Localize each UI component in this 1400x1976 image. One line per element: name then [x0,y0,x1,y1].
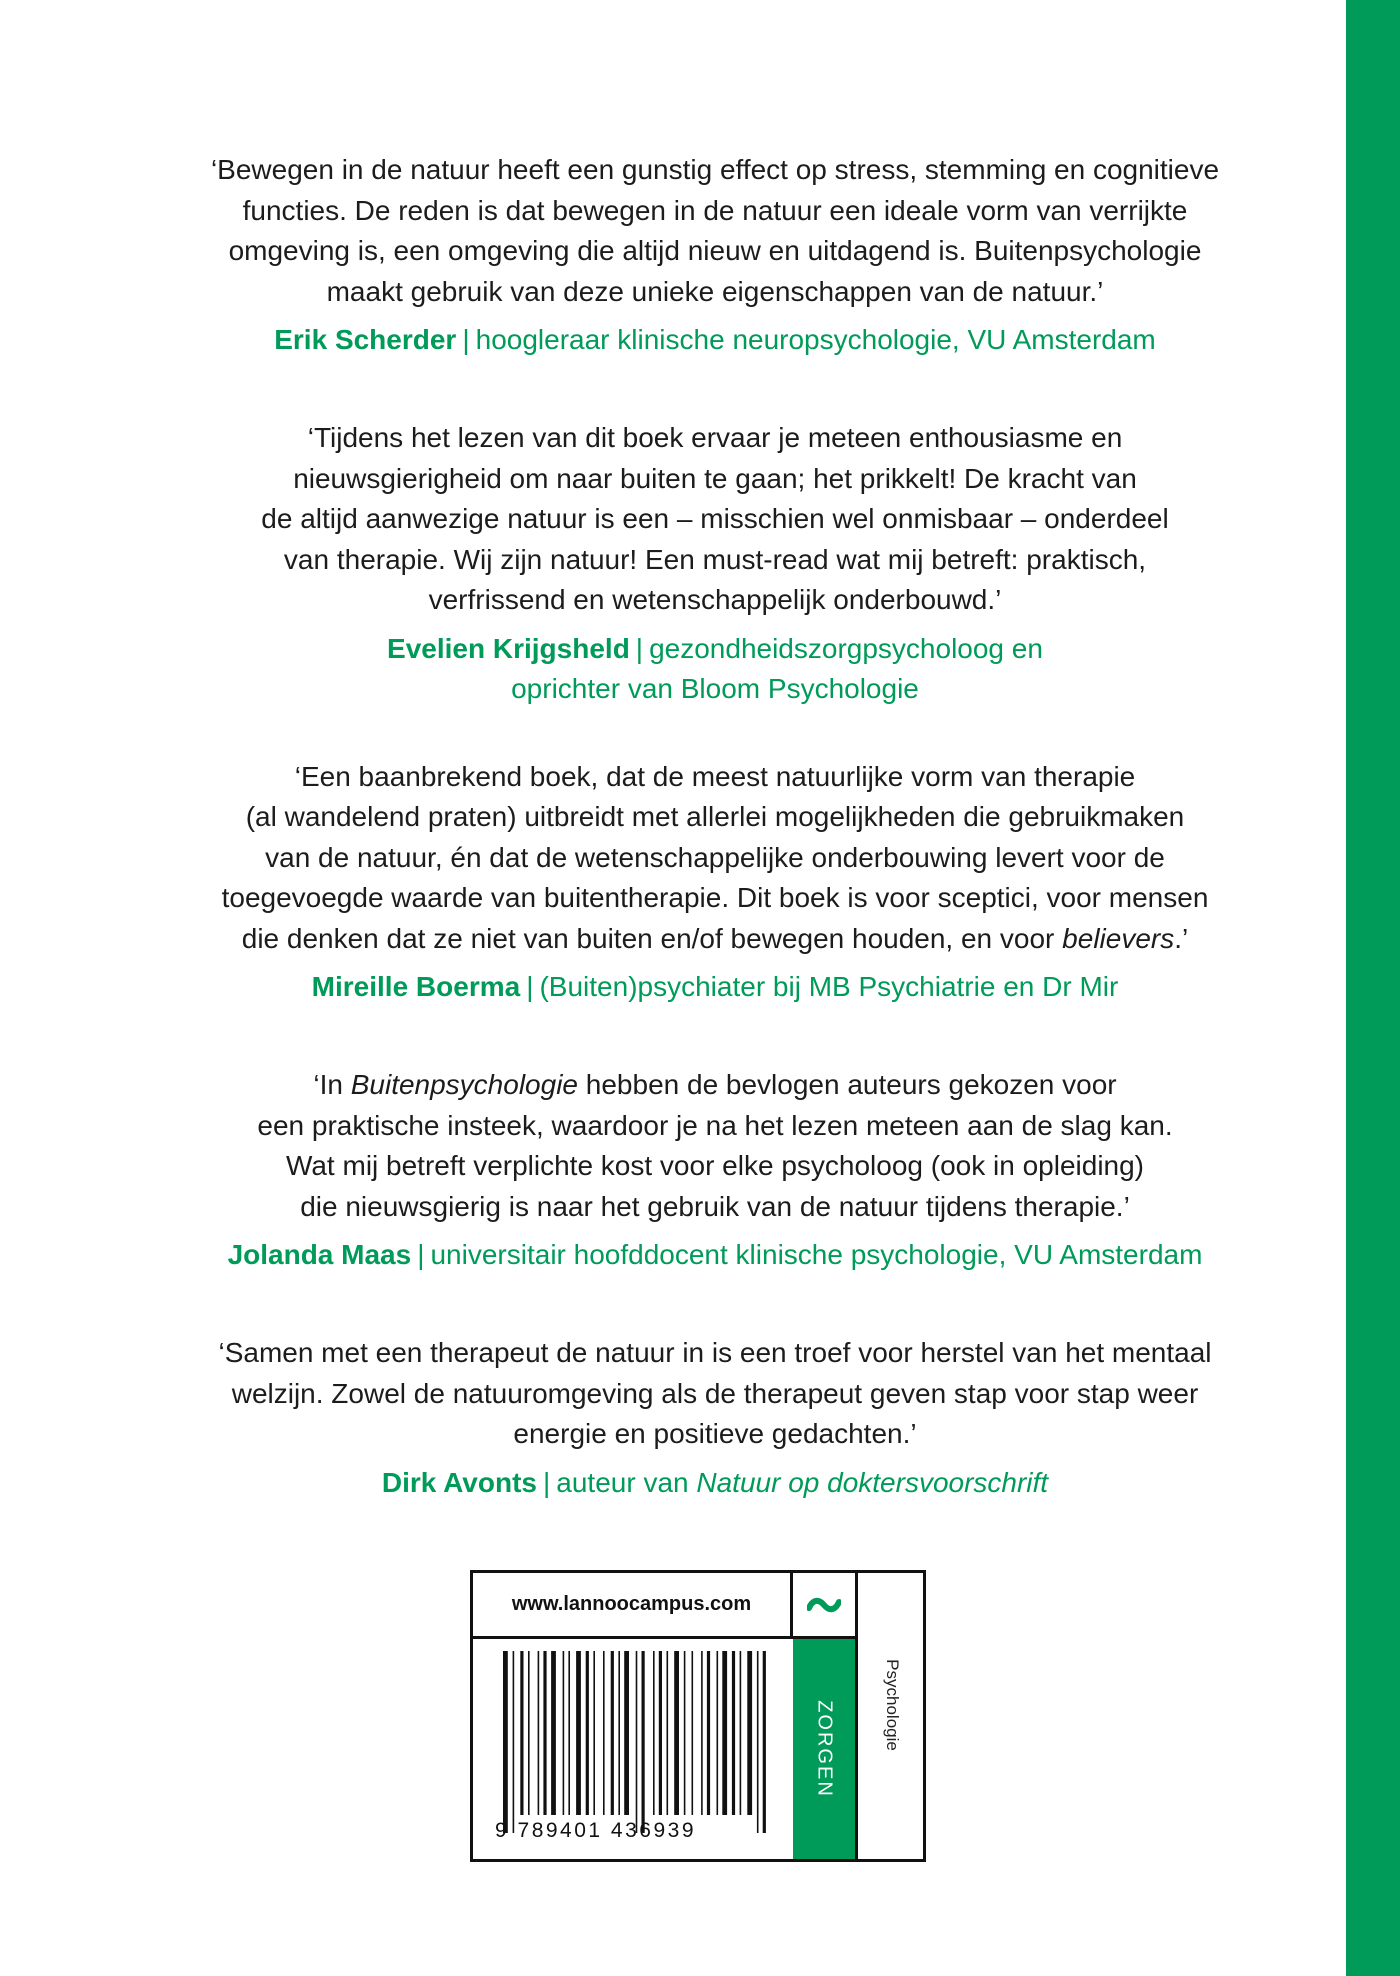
quote-line: omgeving is, een omgeving die altijd nieuw en uitdagend is. Buitenpsychologie [228,235,1202,266]
barcode-bar [740,1651,742,1815]
quote-block-1 [150,150,1280,360]
isbn-number: 9 789401 436939 [495,1819,696,1842]
tilde-wave-icon [807,1596,841,1614]
quote-line: van therapie. Wij zijn natuur! Een must-read wat mij betreft: praktisch, [283,543,1147,575]
barcode-bar [717,1651,719,1815]
barcode-bar [618,1651,620,1815]
quote-emphasis: Buitenpsychologie [350,1069,578,1100]
author-role-continued: oprichter van Bloom Psychologie [511,672,919,704]
quote-text [150,150,1280,312]
barcode-bar [593,1651,595,1815]
quote-line: functies. De reden is dat bewegen in de natuur een ideale vorm van verrijkte [242,194,1188,226]
quote-line: ‘Bewegen in de natuur heeft een gunstig effect op stress, stemming en cognitieve [210,154,1220,185]
barcode-icon [491,1651,781,1841]
barcode-bar [707,1651,710,1815]
barcode-bar [624,1651,629,1815]
quote-line: ‘In [313,1069,351,1100]
category-green-cell [793,1639,858,1859]
book-title: Natuur op doktersvoorschrift [696,1466,1049,1498]
category-green-label: ZORGEN [813,1700,836,1798]
quote-line: de altijd aanwezige natuur is een – misschien wel onmisbaar – onderdeel [261,503,1169,534]
barcode-bar [528,1651,530,1815]
quote-block-2 [150,418,1280,709]
quote-line-end: .’ [1174,922,1189,954]
quote-line: verfrissend en wetenschappelijk onderbouwd.’ [428,584,1002,615]
quote-attribution [150,1463,1280,1503]
barcode-bar [520,1651,523,1815]
barcode-bar [757,1651,759,1833]
quote-attribution [150,967,1280,1007]
blurb-content [150,150,1280,1561]
quote-line: toegevoegde waarde van buitentherapie. Dit boek is voor sceptici, voor mensen [221,882,1209,913]
author-name: Jolanda Maas [227,1239,412,1270]
quote-text [150,418,1280,621]
quote-attribution [150,1235,1280,1275]
quote-line: maakt gebruik van deze unieke eigenschappen van de natuur.’ [326,275,1104,307]
quote-line: (al wandelend praten) uitbreidt met allerlei mogelijkheden die gebruikmaken [245,801,1185,832]
barcode-bar [543,1651,546,1815]
separator: | [417,1239,425,1270]
quote-text [150,1065,1280,1227]
quote-emphasis: believers [1062,922,1175,954]
publisher-url[interactable]: www.lannoocampus.com [473,1573,793,1639]
barcode-bar [576,1651,581,1815]
author-role: (Buiten)psychiater bij MB Psychiatrie en Dr Mir [539,971,1119,1002]
author-name: Dirk Avonts [381,1466,537,1498]
quote-block-5 [150,1333,1280,1503]
author-role: universitair hoofddocent klinische psychologie, VU Amsterdam [430,1239,1203,1270]
barcode-bar [747,1651,752,1815]
barcode-bar [653,1651,655,1815]
quote-line-end: hebben de bevlogen auteurs gekozen voor [578,1069,1117,1100]
barcode-bar [722,1651,727,1815]
quote-line: nieuwsgierigheid om naar buiten te gaan; het prikkelt! De kracht van [293,462,1137,494]
publisher-barcode-box [470,1570,926,1862]
barcode-bar [568,1651,570,1815]
barcode-bar [763,1651,766,1833]
barcode-bar [684,1651,686,1815]
barcode-bar [667,1651,669,1815]
separator: | [462,324,470,355]
quote-text [150,1333,1280,1455]
quote-line: van de natuur, én dat de wetenschappelijke onderbouwing levert voor de [265,841,1165,873]
quote-block-4 [150,1065,1280,1275]
barcode-bar [701,1651,703,1815]
author-name: Mireille Boerma [311,971,521,1002]
barcode-bar [659,1651,662,1815]
quote-line: ‘Tijdens het lezen van dit boek ervaar je meteen enthousiasme en [307,422,1123,453]
quote-line: ‘Een baanbrekend boek, dat de meest natuurlijke vorm van therapie [294,760,1136,792]
author-role: auteur van [556,1466,697,1498]
category-label: Psychologie [883,1659,902,1751]
barcode-bar [732,1651,735,1815]
author-name: Erik Scherder [274,324,457,355]
author-role: hoogleraar klinische neuropsychologie, VU Amsterdam [475,324,1156,355]
quote-line: energie en positieve gedachten.’ [513,1418,917,1449]
quote-attribution [150,320,1280,360]
barcode-bar [563,1651,565,1815]
quote-attribution [150,629,1280,709]
quote-line: welzijn. Zowel de natuuromgeving als de therapeut geven stap voor stap weer [231,1377,1199,1409]
quote-line: een praktische insteek, waardoor je na het lezen meteen aan de slag kan. [257,1109,1173,1141]
barcode-bar [674,1651,679,1815]
quote-block-3 [150,757,1280,1008]
separator: | [542,1466,551,1498]
barcode-bar [611,1651,614,1815]
author-role: gezondheidszorgpsycholoog en [649,632,1043,664]
author-name: Evelien Krijgsheld [387,632,630,664]
quote-line: Wat mij betreft verplichte kost voor elke psycholoog (ook in opleiding) [285,1150,1145,1181]
publisher-logo [793,1573,858,1639]
barcode-bar [538,1651,540,1815]
separator: | [526,971,534,1002]
category-cell [858,1639,926,1859]
quote-line: die nieuwsgierig is naar het gebruik van de natuur tijdens therapie.’ [300,1190,1130,1222]
barcode-bar [503,1651,508,1833]
barcode-bar [586,1651,589,1815]
quote-line: ‘Samen met een therapeut de natuur in is een troef voor herstel van het mentaal [218,1337,1212,1368]
spine-color-band [1346,0,1400,1976]
barcode-bar [603,1651,605,1815]
barcode-bar [513,1651,515,1833]
separator: | [635,632,644,664]
quote-text [150,757,1280,960]
barcode-bar [636,1651,638,1833]
barcode-bar [642,1651,645,1833]
barcode-bar [692,1651,694,1815]
quote-line: die denken dat ze niet van buiten en/of bewegen houden, en voor [241,922,1063,954]
barcode-bar [551,1651,556,1815]
